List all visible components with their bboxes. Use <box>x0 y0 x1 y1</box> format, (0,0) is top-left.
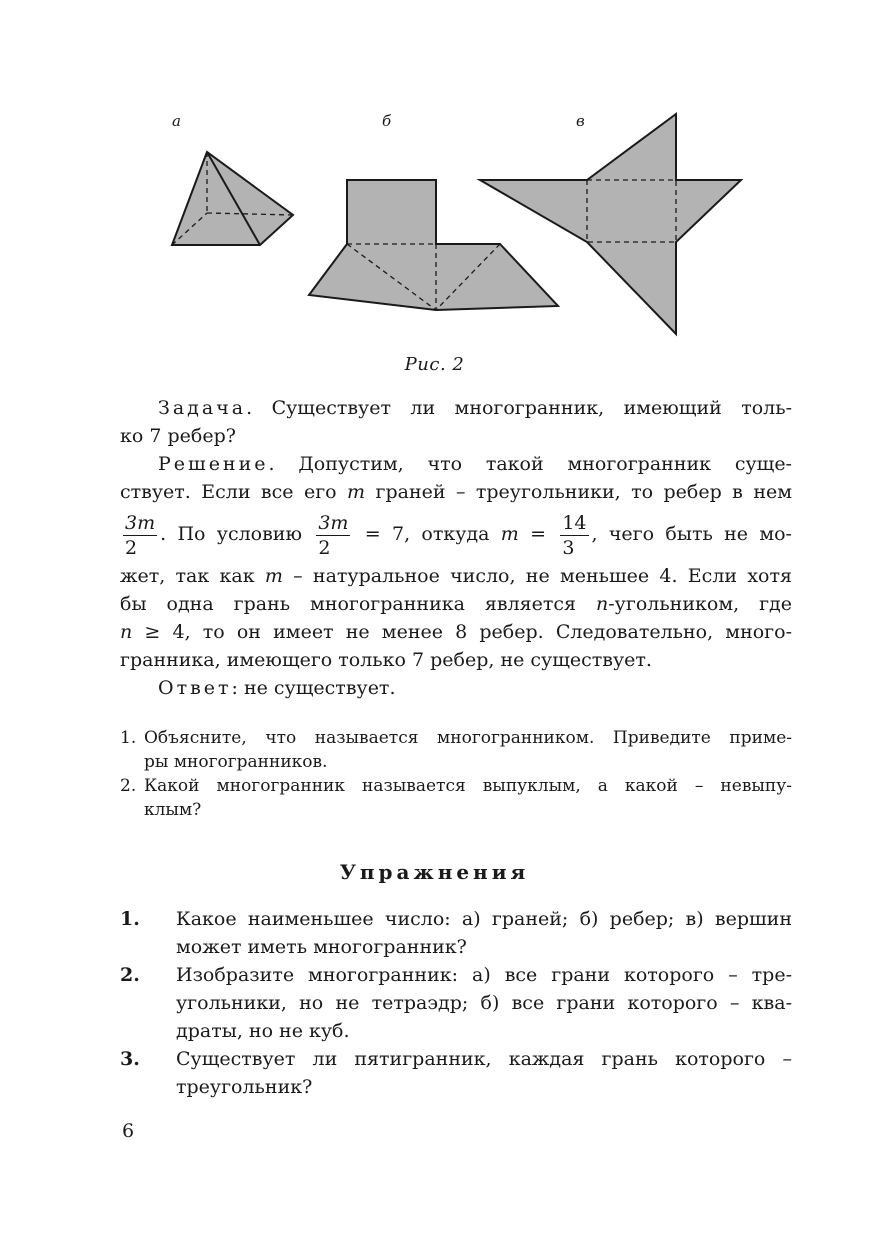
question-number: 1. <box>120 728 137 748</box>
fraction-numerator: 3m <box>318 511 349 534</box>
solution-text-1: Допустим, что такой многогранник суще- <box>298 453 792 475</box>
fraction-3m-over-2 <box>123 511 157 560</box>
page-number: 6 <box>122 1120 135 1142</box>
solution-text-cannot: , чего быть не мо- <box>591 523 792 545</box>
solution-text-2b: граней – треугольники, то ребер в нем <box>375 481 793 503</box>
fraction-denominator: 2 <box>125 536 138 559</box>
question-text <box>144 726 792 774</box>
exercise-line: Существует ли пятигранник, каждая грань которого – <box>176 1048 792 1070</box>
problem-text-1: Существует ли многогранник, имеющий толь- <box>271 397 792 419</box>
figure-polyhedra-nets <box>0 0 869 380</box>
solution-text-5a: бы одна грань многогранника является <box>120 593 577 615</box>
fraction-denominator: 2 <box>318 536 331 559</box>
exercise-line: угольники, но не тетраэдр; б) все грани которого – ква- <box>176 992 792 1014</box>
exercise-line: Какое наименьшее число: а) граней; б) ребер; в) вершин <box>176 908 792 930</box>
question-line: Какой многогранник называется выпуклым, а какой – невыпу- <box>144 776 792 796</box>
exercise-line: треугольник? <box>176 1076 313 1098</box>
problem-line-2 <box>120 422 792 450</box>
answer-text: : не существует. <box>231 677 396 699</box>
fraction-3m-over-2-b <box>316 511 350 560</box>
solution-text-7: гранника, имеющего только 7 ребер, не существует. <box>120 649 652 671</box>
var-m: m <box>347 481 366 503</box>
solution-text-5b: -угольником, где <box>608 593 792 615</box>
figure-label-v: в <box>576 112 585 130</box>
exercise-item <box>120 1045 792 1101</box>
solution-text-condition: . По условию <box>160 523 303 545</box>
figure-label-a: а <box>172 112 181 130</box>
exercise-line: Изобразите многогранник: а) все грани которого – тре- <box>176 964 792 986</box>
question-item <box>120 726 792 774</box>
problem-solution-block <box>120 394 792 702</box>
solution-line-2 <box>120 478 792 506</box>
solution-text-eq7: = 7, откуда <box>364 523 490 545</box>
review-questions <box>120 726 792 822</box>
exercises-heading: Упражнения <box>339 860 530 884</box>
exercise-item <box>120 905 792 961</box>
exercises-list <box>120 905 792 1101</box>
question-line: Объясните, что называется многогранником. Приведите приме- <box>144 728 792 748</box>
problem-line-1: Задача. Существует ли многогранник, имеющий толь- <box>158 397 792 419</box>
exercise-text <box>176 1045 792 1101</box>
exercise-item <box>120 961 792 1045</box>
solution-line-7 <box>120 646 792 674</box>
exercise-number: 1. <box>120 908 140 930</box>
problem-label: Задача <box>158 397 247 419</box>
question-number: 2. <box>120 776 137 796</box>
exercise-text <box>176 905 792 961</box>
fraction-numerator: 3m <box>125 511 156 534</box>
var-m: m <box>264 565 283 587</box>
solution-text-6: ≥ 4, то он имеет не менее 8 ребер. Следовательно, много- <box>144 621 792 643</box>
solution-line-6 <box>120 618 792 646</box>
answer-line <box>120 674 792 702</box>
exercise-text <box>176 961 792 1045</box>
exercise-line: драты, но не куб. <box>176 1020 350 1042</box>
figure-a-pyramid <box>172 152 293 245</box>
solution-text-eqm: m = <box>500 523 547 545</box>
solution-line-1: Решение. Допустим, что такой многогранник суще- <box>158 453 792 475</box>
solution-line-5 <box>120 590 792 618</box>
question-line: ры многогранников. <box>144 752 328 772</box>
answer-label: Ответ <box>158 677 232 699</box>
question-text <box>144 774 792 822</box>
exercise-number: 3. <box>120 1048 140 1070</box>
question-line: клым? <box>144 800 202 820</box>
solution-text-4a: жет, так как <box>120 565 255 587</box>
problem-text-2: ко 7 ребер? <box>120 425 236 447</box>
exercise-line: может иметь многогранник? <box>176 936 467 958</box>
solution-label: Решение <box>158 453 269 475</box>
fraction-denominator: 3 <box>562 536 575 559</box>
exercise-number: 2. <box>120 964 140 986</box>
figure-caption: Рис. 2 <box>404 354 465 375</box>
figure-label-b: б <box>382 112 392 130</box>
solution-fraction-line <box>120 506 792 562</box>
solution-line-4 <box>120 562 792 590</box>
var-n: n <box>120 621 133 643</box>
solution-text-4b: – натуральное число, не меньшее 4. Если хотя <box>293 565 792 587</box>
var-n: n <box>596 593 609 615</box>
question-item <box>120 774 792 822</box>
solution-text-2a: ствует. Если все его <box>120 481 337 503</box>
fraction-numerator: 14 <box>562 511 587 534</box>
fraction-14-over-3 <box>560 511 588 560</box>
